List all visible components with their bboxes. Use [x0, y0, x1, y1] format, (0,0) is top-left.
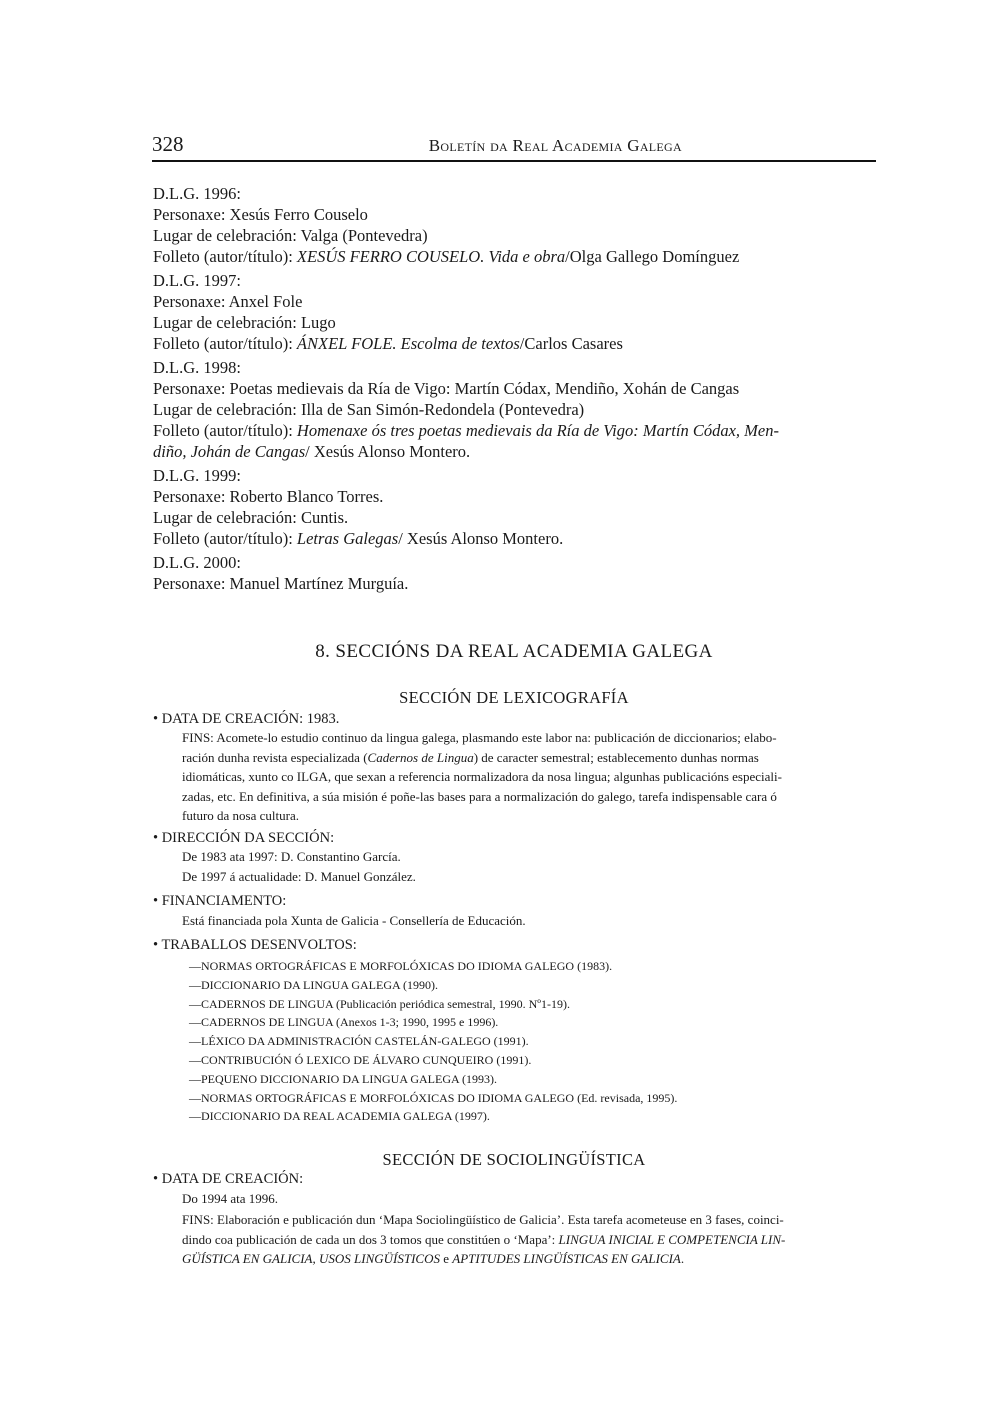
dlg-folleto: Folleto (autor/título): ÁNXEL FOLE. Escolma de textos/Carlos Casares — [153, 334, 623, 353]
lex-direccion-label: • DIRECCIÓN DA SECCIÓN: — [153, 830, 335, 846]
dlg-list — [153, 183, 873, 594]
list-item: —DICCIONARIO DA LINGUA GALEGA (1990). — [189, 977, 438, 992]
dlg-year: D.L.G. 2000: — [153, 553, 241, 572]
lex-financiamento: Está financiada pola Xunta de Galicia - Consellería de Educación. — [182, 913, 526, 928]
dlg-lugar: Lugar de celebración: Illa de San Simón-Redondela (Pontevedra) — [153, 400, 585, 419]
dlg-folleto: Folleto (autor/título): Letras Galegas/ Xesús Alonso Montero. — [153, 529, 564, 548]
dlg-folleto-cont: diño, Johán de Cangas/ Xesús Alonso Montero. — [153, 442, 471, 461]
running-title: Boletín da Real Academia Galega — [428, 136, 682, 155]
dlg-lugar: Lugar de celebración: Lugo — [153, 313, 336, 332]
soc-data-creacion: • DATA DE CREACIÓN: — [153, 1171, 304, 1187]
page-number: 328 — [152, 132, 184, 156]
section-heading: 8. SECCIÓNS DA REAL ACADEMIA GALEGA — [315, 641, 713, 662]
list-item: —CADERNOS DE LINGUA (Anexos 1-3; 1990, 1995 e 1996). — [189, 1015, 499, 1030]
dlg-entry-1997 — [153, 270, 873, 354]
lex-traballos-list — [189, 957, 677, 1126]
list-item: —NORMAS ORTOGRÁFICAS E MORFOLÓXICAS DO IDIOMA GALEGO (Ed. revisada, 1995). — [189, 1090, 678, 1105]
list-item: —DICCIONARIO DA REAL ACADEMIA GALEGA (1997). — [189, 1109, 490, 1124]
subsection-heading-lexicografia: SECCIÓN DE LEXICOGRAFÍA — [399, 688, 629, 707]
direccion-line: De 1983 ata 1997: D. Constantino García. — [182, 849, 401, 864]
dlg-personaxe: Personaxe: Manuel Martínez Murguía. — [153, 574, 409, 593]
subsection-heading-sociolinguistica: SECCIÓN DE SOCIOLINGÜÍSTICA — [382, 1150, 646, 1169]
dlg-year: D.L.G. 1996: — [153, 184, 241, 203]
dlg-year: D.L.G. 1998: — [153, 358, 241, 377]
lex-fins: FINS: Acomete-lo estudio continuo da lingua galega, plasmando este labor na: publicación de diccionarios; elabo- ración dunha revista especializada (Cadernos de Lingua) de caracter semestral; establecemento dunhas normas idiomáticas, xunto co ILGA, que sexan a referencia normalizadora da nosa lingua; algunhas publicacións especiali- zadas, etc. En definitiva, a súa misión é poñe-las bases para a normalización do galego, tarefa indispensable cara ó futuro da nosa cultura. — [182, 730, 782, 824]
lex-financiamento-label: • FINANCIAMENTO: — [153, 893, 287, 909]
dlg-folleto: Folleto (autor/título): XESÚS FERRO COUSELO. Vida e obra/Olga Gallego Domínguez — [153, 247, 740, 266]
page-header — [152, 130, 876, 162]
dlg-entry-1996 — [153, 183, 873, 267]
list-item: —CONTRIBUCIÓN Ó LEXICO DE ÁLVARO CUNQUEIRO (1991). — [189, 1052, 532, 1067]
dlg-personaxe: Personaxe: Poetas medievais da Ría de Vigo: Martín Códax, Mendiño, Xohán de Cangas — [153, 379, 740, 398]
dlg-entry-2000 — [153, 552, 873, 594]
dlg-folleto: Folleto (autor/título): Homenaxe ós tres poetas medievais da Ría de Vigo: Martín Códax, Men- — [153, 421, 779, 440]
direccion-line: De 1997 á actualidade: D. Manuel González. — [182, 868, 416, 884]
lex-traballos-label: • TRABALLOS DESENVOLTOS: — [153, 937, 357, 953]
soc-fins: FINS: Elaboración e publicación dun ‘Mapa Sociolingüístico de Galicia’. Esta tarefa acometeuse en 3 fases, coinci- dindo coa publicación de cada un dos 3 tomos que constitúen o ‘Mapa’: LINGUA INICIAL E COMPETENCIA LIN- GÜÍSTICA EN GALICIA, USOS LINGÜÍSTICOS e APTITUDES LINGÜÍSTICAS EN GALICIA. — [182, 1212, 786, 1267]
list-item: —CADERNOS DE LINGUA (Publicación periódica semestral, 1990. Nº1-19). — [189, 996, 570, 1011]
dlg-lugar: Lugar de celebración: Valga (Pontevedra) — [153, 226, 428, 245]
lex-data-creacion: • DATA DE CREACIÓN: 1983. — [153, 711, 340, 727]
dlg-entry-1998 — [153, 357, 873, 462]
list-item: —NORMAS ORTOGRÁFICAS E MORFOLÓXICAS DO IDIOMA GALEGO (1983). — [189, 959, 613, 973]
dlg-personaxe: Personaxe: Xesús Ferro Couselo — [153, 205, 368, 224]
dlg-personaxe: Personaxe: Anxel Fole — [153, 292, 303, 311]
soc-periodo: Do 1994 ata 1996. — [182, 1191, 279, 1206]
dlg-year: D.L.G. 1999: — [153, 466, 241, 485]
list-item: —LÉXICO DA ADMINISTRACIÓN CASTELÁN-GALEGO (1991). — [189, 1034, 529, 1049]
lex-direccion — [182, 847, 872, 886]
dlg-lugar: Lugar de celebración: Cuntis. — [153, 508, 349, 527]
dlg-personaxe: Personaxe: Roberto Blanco Torres. — [153, 487, 384, 506]
dlg-entry-1999 — [153, 465, 873, 549]
list-item: —PEQUENO DICCIONARIO DA LINGUA GALEGA (1993). — [189, 1071, 497, 1086]
dlg-year: D.L.G. 1997: — [153, 271, 241, 290]
